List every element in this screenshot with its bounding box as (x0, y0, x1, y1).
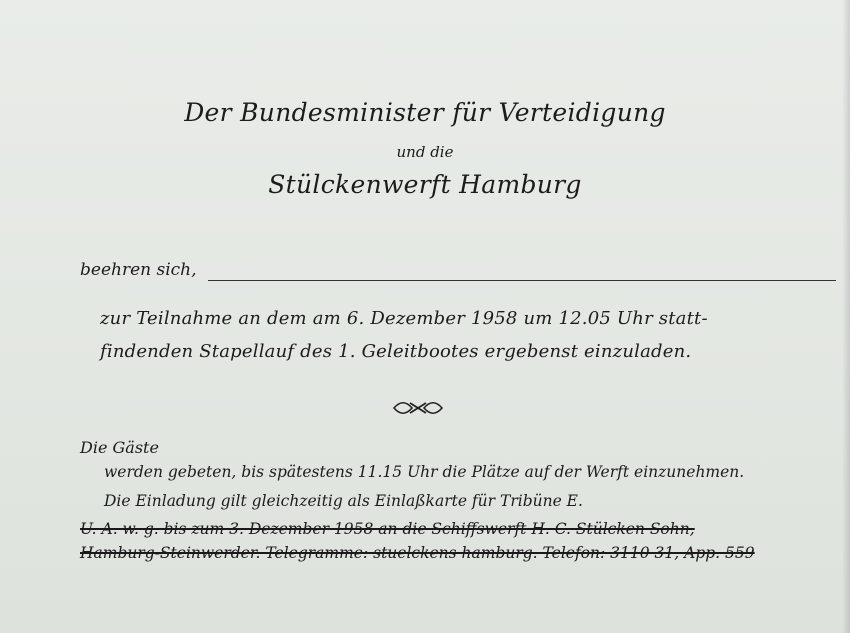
header-title-ministry: Der Bundesminister für Verteidigung (184, 98, 666, 127)
guests-instruction-line-2: Die Einladung gilt gleichzeitig als Einlaßkarte für Tribüne E. (104, 492, 583, 510)
greeting-label: beehren sich, (80, 260, 197, 280)
guests-heading: Die Gäste (80, 438, 159, 457)
rsvp-struck-line-1: U. A. w. g. bis zum 3. Dezember 1958 an die Schiffswerft H. C. Stülcken Sohn, (80, 520, 695, 538)
greeting-row (80, 260, 760, 286)
header-conjunction: und die (396, 143, 454, 161)
invitation-text-line-2: findenden Stapellauf des 1. Geleitbootes ergebenst einzuladen. (100, 341, 692, 362)
invitation-text-line-1: zur Teilnahme an dem am 6. Dezember 1958 um 12.05 Uhr statt- (100, 308, 708, 329)
rsvp-struck-line-2: Hamburg-Steinwerder. Telegramme: stuelckens hamburg. Telefon: 3110 31, App. 559 (80, 544, 755, 562)
header-title-shipyard: Stülckenwerft Hamburg (268, 170, 582, 199)
guests-instruction-line-1: werden gebeten, bis spätestens 11.15 Uhr die Plätze auf der Werft einzunehmen. (104, 463, 745, 481)
flourish-ornament-icon (392, 397, 444, 419)
guest-name-line (208, 280, 836, 281)
